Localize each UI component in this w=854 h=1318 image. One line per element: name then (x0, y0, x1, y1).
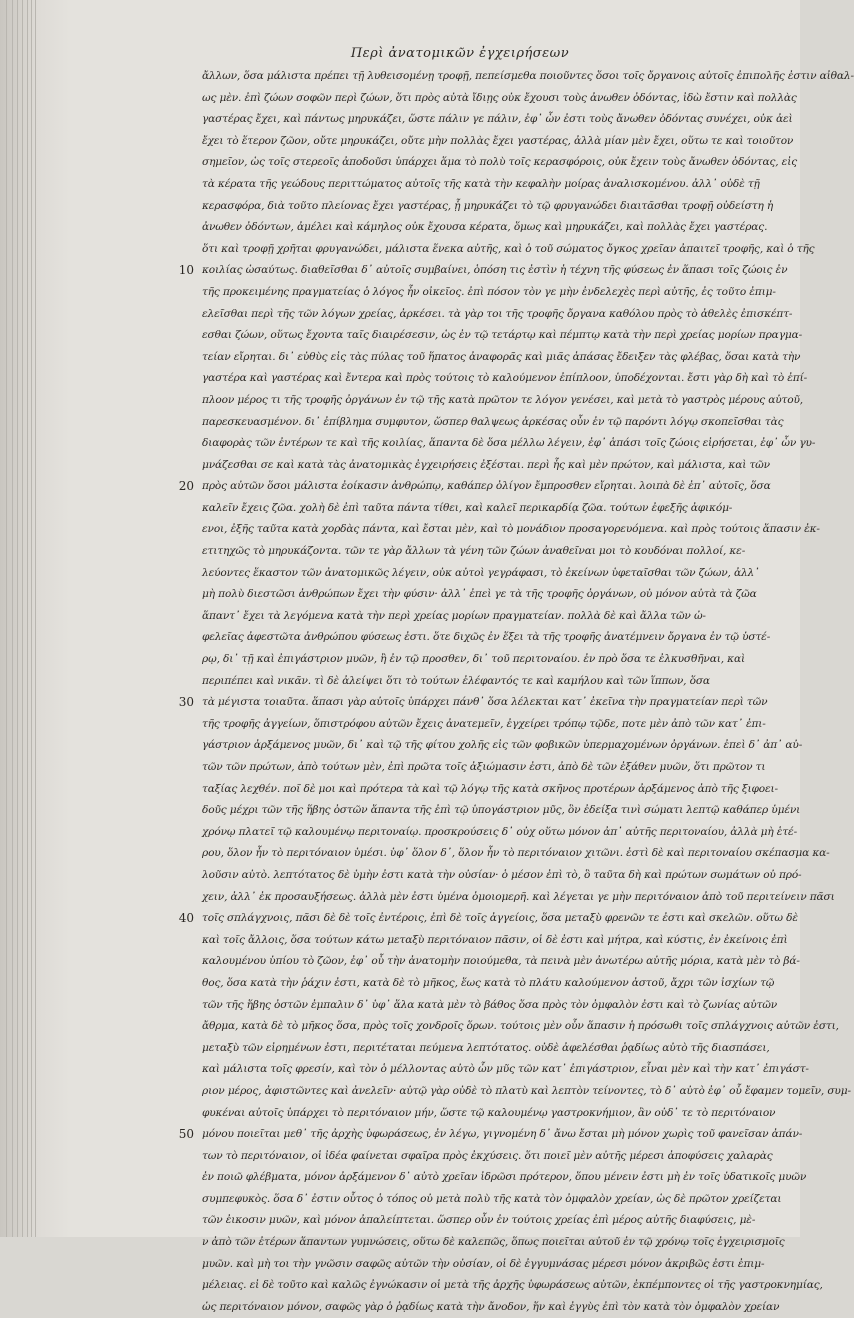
text-line: τῶν τῶν πρώτων, ἀπὸ τούτων μὲν, ἐπὶ πρῶτα τοῖς ἀξιώμασιν ἐστι, ἀπὸ δὲ τῶν ἐξάθεν μυῶν, ὅτι πρῶτον τι (202, 761, 766, 773)
page-edge-line (35, 0, 36, 1237)
text-line: φυκέναι αὐτοῖς ὑπάρχει τὸ περιτόναιον μήν, ὥστε τῷ καλουμένῳ γαστροκνήμιον, ἂν οὐδ᾽ τε τὸ περιτόναιον (202, 1106, 776, 1119)
text-line: ἀνωθεν ὀδόντων, ἀμέλει καὶ κάμηλος οὐκ ἔχουσα κέρατα, ὅμως καὶ μηρυκάζει, καὶ πολλὰς ἔχει γαστέρας. (202, 221, 768, 234)
text-line: ρου, ὅλον ἦν τὸ περιτόναιον ὑμέσι. ὑφ᾽ ὅλον δ᾽, ὅλον ἦν τὸ περιτόναιον χιτῶνι. ἐστὶ δὲ καὶ περιτοναίου σκέπασμα κα- (202, 847, 830, 860)
text-line: παρεσκευασμένον. δι᾽ ἐπίβλημα συμφυτον, ὥσπερ θαλψεως ἀρκέσας οὖν ἐν τῷ παρόντι λόγῳ σκοπεῖσθαι τὰς (202, 415, 784, 428)
text-line: λεύοντες ἕκαστον τῶν ἀνατομικῶς λέγειν, οὐκ αὐτοὶ γεγράφασι, τὸ ἐκείνων ὑφεταῖσθαι τῶν ζώων, ἀλλ᾽ (202, 566, 760, 579)
text-line: γαστέρας ἔχει, καὶ πάντως μηρυκάζει, ὥστε πάλιν γε πάλιν, ἐφ᾽ ὧν ἐστι τοὺς ἄνωθεν ὀδόντας συνέχει, οὐκ ἀεὶ (202, 113, 793, 126)
text-line: καλουμένου ὑπίου τὸ ζῶον, ἐφ᾽ οὗ τὴν ἀνατομὴν ποιούμεθα, τὰ πεινὰ μὲν ἀνωτέρω αὐτῆς μόρια, κατὰ μὲν τὸ βά- (202, 955, 800, 968)
text-line: πλοον μέρος τι τῆς τροφῆς ὀργάνων ἐν τῷ τῆς κατὰ πρῶτον τε λόγον γενέσει, καὶ μετὰ τὸ γαστρὸς μέρους αὐτοῦ, (202, 393, 803, 406)
text-line: ν ἀπὸ τῶν ἐτέρων ἅπαντων γυμνώσεις, οὕτω δὲ καλεπῶς, ὅπως ποιεῖται αὐτοῦ ἐν τῷ χρόνῳ τοῖς ἐγχειρισμοῖς (202, 1236, 785, 1249)
text-line: καὶ τοῖς ἄλλοις, ὅσα τούτων κάτω μεταξὺ περιτόναιον πᾶσιν, οἱ δὲ ἐστι καὶ μήτρα, καὶ κύστις, ἐν ἐκείνοις ἐπὶ (202, 933, 788, 946)
text-line: διαφορὰς τῶν ἐντέρων τε καὶ τῆς κοιλίας, ἅπαντα δὲ ὅσα μέλλω λέγειν, ἐφ᾽ ἁπάσι τοῖς ζώοις εἰρήσεται, ἐφ᾽ ὧν γυ- (202, 437, 816, 450)
text-line: τῆς προκειμένης πραγματείας ὁ λόγος ἦν οἰκεῖος. ἐπὶ πόσον τὸν γε μὴν ἐνδελεχὲς περὶ αὐτῆς, ἐς τοῦτο ἐπιμ- (202, 285, 776, 298)
line-number: 10 (178, 263, 194, 278)
page-edge-line (17, 0, 18, 1237)
text-line: τῶν τῆς ἥβης ὀστῶν ἐμπαλιν δ᾽ ὑφ᾽ ἅλα κατὰ μὲν τὸ βάθος ὅσα πρὸς τὸν ὀμφαλὸν ἐστι καὶ τὸ ζωνίας αὐτῶν (202, 998, 778, 1011)
line-number: 30 (178, 695, 194, 710)
text-block (202, 66, 854, 1318)
text-line: ἄλλων, ὅσα μάλιστα πρέπει τῇ λυθεισομένῃ τροφῇ, πεπείσμεθα ποιοῦντες ὅσοι τοῖς ὄργανοις αὐτοῖς ἐπιπολῆς ἐστιν αἰθαλ- (202, 70, 854, 82)
text-line: τὰ μέγιστα τοιαῦτα. ἅπασι γὰρ αὐτοῖς ὑπάρχει πάνθ᾽ ὅσα λέλεκται κατ᾽ ἐκεῖνα τὴν πραγματείαν περὶ τῶν (202, 696, 768, 709)
text-line: τείαν εἴρηται. δι᾽ εὐθὺς εἰς τὰς πύλας τοῦ ἥπατος ἀναφορᾶς καὶ μιᾶς ἁπάσας ἔδειξεν τὰς φλέβας, ὅσαι κατὰ τὴν (202, 350, 801, 363)
text-line: καλεῖν ἔχεις ζῶα. χολὴ δὲ ἐπὶ ταῦτα πάντα τίθει, καὶ καλεῖ περικαρδίᾳ ζῶα. τούτων ἐφεξῆς ἀφικόμ- (202, 501, 733, 514)
text-line: ὅτι καὶ τροφῇ χρῆται φρυγανώδει, μάλιστα ἕνεκα αὐτῆς, καὶ ὁ τοῦ σώματος ὄγκος χρεῖαν ἀπαιτεῖ τροφῆς, καὶ ὁ τῆς (202, 242, 815, 255)
text-line: θος, ὅσα κατὰ τὴν ῥάχιν ἐστι, κατὰ δὲ τὸ μῆκος, ἕως κατὰ τὸ πλάτυ καλούμενον ἀστοῦ, ἄχρι τῶν ἰσχίων τῷ (202, 976, 775, 989)
page-edge-line (6, 0, 7, 1237)
line-number: 50 (178, 1127, 194, 1142)
text-line: ως μὲν. ἐπὶ ζώων σοφῶν περὶ ζώων, ὅτι πρὸς αὐτὰ ἴδιῃς οὐκ ἔχουσι τοὺς ἀνωθεν ὀδόντας, ἰδὼ ἔστιν καὶ πολλὰς (202, 91, 797, 104)
text-line: κερασφόρα, διὰ τοῦτο πλείονας ἔχει γαστέρας, ᾗ μηρυκάζει τὸ τῷ φρυγανώδει διαιτᾶσθαι τροφῇ οὐδείστη ἡ (202, 199, 774, 212)
text-line: δοῦς μέχρι τῶν τῆς ἥβης ὀστῶν ἅπαντα τῆς ἐπὶ τῷ ὑπογάστριον μῦς, ὃν ἐδείξα τινὶ σώματι λεπτῷ καθάπερ ὑμένι (202, 804, 801, 817)
text-line: μεταξὺ τῶν εἰρημένων ἐστι, περιτέταται πεύμενα λεπτότατος. οὐδὲ ἀφελέσθαι ῥᾳδίως αὐτὸ τῆς διασπάσει, (202, 1041, 770, 1054)
text-line: σημεῖον, ὡς τοῖς στερεοῖς ἀποδοῦσι ὑπάρχει ἅμα τὸ πολὺ τοῖς κερασφόροις, οὐκ ἔχειν τοὺς ἄνωθεν ὀδόντας, εἰς (202, 156, 797, 169)
text-line: ὡς περιτόναιον μόνον, σαφῶς γὰρ ὁ ῥᾳδίως κατὰ τὴν ἄνοδον, ἥν καὶ ἐγγὺς ἐπὶ τὸν κατὰ τὸν ὀμφαλὸν χρείαν (202, 1300, 780, 1313)
text-line: τὰ κέρατα τῆς γεώδους περιττώματος αὐτοῖς τῆς κατὰ τὴν κεφαλὴν μοίρας ἀναλισκομένου. ἀλλ᾽ οὐδὲ τῇ (202, 177, 760, 190)
text-line: κοιλίας ὡσαύτως. διαθεῖσθαι δ᾽ αὐτοῖς συμβαίνει, ὁπόση τις ἐστὶν ἡ τέχνη τῆς φύσεως ἐν ἅπασι τοῖς ζώοις ἐν (202, 264, 788, 277)
page-edge-line (27, 0, 28, 1237)
text-line: συμπεφυκὸς. ὅσα δ᾽ ἐστιν οὗτος ὁ τόπος οὐ μετὰ πολὺ τῆς κατὰ τὸν ὀμφαλὸν χρείαν, ὡς δὲ πρῶτον χρείζεται (202, 1192, 782, 1205)
text-line: ἔχει τὸ ἕτερον ζῶον, οὔτε μηρυκάζει, οὔτε μὴν πολλὰς ἔχει γαστέρας, ἀλλὰ μίαν μὲν ἔχει, οὕτω τε καὶ τοιοῦτον (202, 134, 794, 147)
text-line: περιπέπει καὶ νικᾶν. τὶ δὲ ἀλείψει ὅτι τὸ τούτων ἐλέφαντός τε καὶ καμήλου καὶ τῶν ἵππων, ὅσα (202, 674, 710, 687)
text-line: ελεῖσθαι περὶ τῆς τῶν λόγων χρείας, ἀρκέσει. τὰ γὰρ τοι τῆς τροφῆς ὄργανα καθόλου πρὸς τὸ ἀθελὲς ἐπισκέπτ- (202, 307, 793, 320)
text-line: λοῦσιν αὐτὸ. λεπτότατος δὲ ὑμὴν ἐστι κατὰ τὴν οὐσίαν· ὁ μέσον ἐπὶ τὸ, ὃ ταῦτα δὴ καὶ πρώτων σωμάτων οὐ πρό- (202, 868, 802, 881)
text-line: μνάζεσθαι σε καὶ κατὰ τὰς ἀνατομικὰς ἐγχειρήσεις ἐξέσται. περὶ ἧς καὶ μὲν πρώτον, καὶ μάλιστα, καὶ τῶν (202, 458, 770, 471)
text-line: ἐν ποιῶ φλέβματα, μόνον ἀρξάμενον δ᾽ αὐτὸ χρεῖαν ἰδρῶσι πρότερον, ὅπου μένειν ἐστι μὴ ἐν τοῖς ὑδατικοῖς μυῶν (202, 1171, 807, 1184)
line-number: 40 (178, 911, 194, 926)
text-line: ρῳ, δι᾽ τῇ καὶ ἐπιγάστριον μυῶν, ἢ ἐν τῷ προσθεν, δι᾽ τοῦ περιτοναίου. ἐν πρὸ ὅσα τε ἐλκυσθῆναι, καὶ (202, 653, 745, 666)
text-line: καὶ μάλιστα τοῖς φρεσίν, καὶ τὸν ὁ μέλλοντας αὐτὸ ὧν μῦς τῶν κατ᾽ ἐπιγάστριον, εἶναι μὲν καὶ τὴν κατ᾽ ἐπιγάστ- (202, 1063, 809, 1076)
text-line: φελεῖας ἀφεστῶτα ἀνθρώπου φύσεως ἐστι. ὅτε διχῶς ἐν ἕξει τὰ τῆς τροφῆς ἀνατέμνειν ὄργανα ἐν τῷ ὑστέ- (202, 631, 771, 644)
text-line: γαστέρα καὶ γαστέρας καὶ ἔντερα καὶ πρὸς τούτοις τὸ καλούμενον ἐπίπλοον, ὑποδέχονται. ἔστι γὰρ δὴ καὶ τὸ ἐπί- (202, 372, 808, 385)
text-line: μέλειας. εἰ δὲ τοῦτο καὶ καλῶς ἐγνώκασιν οἱ μετὰ τῆς ἀρχῆς ὑφωράσεως αὐτῶν, ἐκπέμποντες οἱ τῆς γαστροκνημίας, (202, 1279, 823, 1292)
text-line: μόνου ποιεῖται μεθ᾽ τῆς ἀρχὴς ὑφωράσεως, ἐν λέγω, γιγνομένη δ᾽ ἄνω ἔσται μὴ μόνον χωρὶς τοῦ φανεῖσαν ἀπάν- (202, 1128, 803, 1141)
text-line: γάστριον ἀρξάμενος μυῶν, δι᾽ καὶ τῷ τῆς φίτου χολῆς εἰς τῶν φοβικῶν ὑπερμαχομένων ὀργάνων. ἐπεὶ δ᾽ ἀπ᾽ αὐ- (202, 739, 803, 752)
text-line: ενοι, ἐξῆς ταῦτα κατὰ χορδὰς πάντα, καὶ ἔσται μὲν, καὶ τὸ μονάδιον προσαγορευόμενα. καὶ πρὸς τούτοις ἅπασιν ἐκ- (202, 523, 820, 536)
text-line: ριον μέρος, ἀφιστῶντες καὶ ἀνελεῖν· αὐτῷ γὰρ οὐδὲ τὸ πλατὺ καὶ λεπτὸν τείνοντες, τὸ δ᾽ αὐτὸ ἐφ᾽ οὗ ἔφαμεν τομεῖν, συμ- (202, 1084, 851, 1097)
text-line: τῆς τροφῆς ἀγγείων, ὅπιστρόφου αὐτῶν ἔχεις ἀνατεμεῖν, ἐγχείρει τρόπῳ τῷδε, ποτε μὲν ἀπὸ τῶν κατ᾽ ἐπι- (202, 717, 766, 730)
text-line: ετιτηχῶς τὸ μηρυκάζοντα. τῶν τε γὰρ ἄλλων τὰ γένη τῶν ζώων ἀναθεῖναι μοι τὸ κουδόναι πολλοί, κε- (202, 545, 746, 558)
text-line: χειν, ἀλλ᾽ ἐκ προσαυξήσεως. ἀλλὰ μὲν ἐστι ὑμένα ὁμοιομερῆ. καὶ λέγεται γε μὴν περιτόναιον ἀπὸ τοῦ περιτείνειν πᾶσι (202, 890, 835, 903)
text-line: ταξίας λεχθέν. ποῖ δὲ μοι καὶ πρότερα τὰ καὶ τῷ λόγῳ τῆς κατὰ σκῆνος προτέρων ἀρξάμενος ἀπὸ τῆς ξιφοει- (202, 782, 778, 795)
text-line: τοῖς σπλάγχνοις, πᾶσι δὲ δὲ τοῖς ἐντέροις, ἐπὶ δὲ τοῖς ἀγγείοις, ὅσα μεταξὺ φρενῶν τε ἐστι καὶ σκελῶν. οὕτω δὲ (202, 912, 798, 925)
text-line: πρὸς αὐτῶν ὅσοι μάλιστα ἐοίκασιν ἀνθρώπῳ, καθάπερ ὀλίγον ἔμπροσθεν εἴρηται. λοιπὰ δὲ ἐπ᾽ αὐτοῖς, ὅσα (202, 480, 771, 493)
text-line: μυῶν. καὶ μὴ τοι τὴν γνῶσιν σαφῶς αὐτῶν τὴν οὐσίαν, οἱ δὲ ἐγγυμνάσας μέρεσι μόνον ἀκριβῶς ἐστι ἐπιμ- (202, 1257, 765, 1270)
text-line: ἅπαντ᾽ ἔχει τὰ λεγόμενα κατὰ τὴν περὶ χρείας μορίων πραγματείαν. πολλὰ δὲ καὶ ἄλλα τῶν ὠ- (202, 609, 706, 622)
page-edge-line (12, 0, 13, 1237)
page-edge-line (22, 0, 23, 1237)
text-line: των τὸ περιτόναιον, οἱ ἰδέα φαίνεται σφαῖρα πρὸς ἐκχύσεις. ὅτι ποιεῖ μὲν αὐτῆς μέρεσι ἀποφύσεις χαλαρὰς (202, 1149, 773, 1162)
line-number: 20 (178, 479, 194, 494)
text-line: εσθαι ζώων, οὕτως ἔχοντα ταῖς διαιρέσεσιν, ὡς ἐν τῷ τετάρτῳ καὶ πέμπτῳ κατὰ τὴν περὶ χρείας μορίων πραγμα- (202, 329, 803, 342)
text-line: χρόνῳ πλατεῖ τῷ καλουμένῳ περιτοναίῳ. προσκρούσεις δ᾽ οὐχ οὕτω μόνον ἀπ᾽ αὐτῆς περιτοναίου, ἀλλὰ μὴ ἑτέ- (202, 825, 798, 838)
page-edge-line (31, 0, 32, 1237)
text-line: τῶν ἐικοσιν μυῶν, καὶ μόνον ἀπαλείπτεται. ὥσπερ οὖν ἐν τούτοις χρείας ἐπὶ μέρος αὐτῆς διαφύσεις, μὲ- (202, 1214, 756, 1227)
text-line: μὴ πολὺ διεστῶσι ἀνθρώπων ἔχει τὴν φύσιν· ἀλλ᾽ ἐπεὶ γε τὰ τῆς τροφῆς ὀργάνων, οὐ μόνον αὐτὰ τὰ ζῶα (202, 588, 757, 601)
text-line: ἄθρμα, κατὰ δὲ τὸ μῆκος ὅσα, πρὸς τοῖς χονδροῖς ὅρων. τούτοις μὲν οὖν ἅπασιν ἡ πρόσωθι τοῖς σπλάγχνοις αὐτῶν ἐστι, (202, 1020, 839, 1033)
running-head: Περὶ ἀνατομικῶν ἐγχειρήσεων (350, 46, 570, 61)
